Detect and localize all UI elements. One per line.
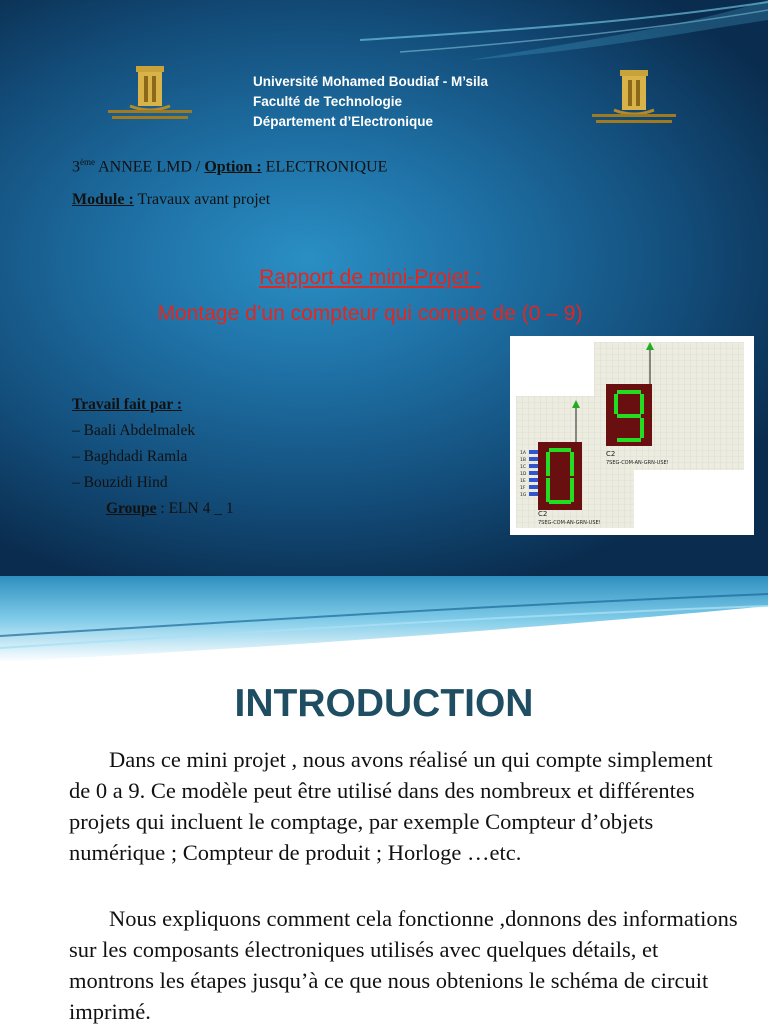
module-value: Travaux avant projet: [133, 191, 271, 208]
front-display-part: 7SEG-COM-AN-GRN-USE!: [538, 520, 601, 526]
option-value: ELECTRONIQUE: [261, 158, 388, 176]
report-title: Rapport de mini-Projet :: [259, 266, 481, 289]
wave-divider: [0, 576, 768, 668]
intro-paragraph: Dans ce mini projet , nous avons réalisé un qui compte simplement de 0 a 9. Ce modèle peut être utilisé dans des nombreux et différentes projets qui incluent le comptage, par exemple Compteur d’objets numérique ; Compteur de produit ; Horloge …etc.: [69, 747, 713, 865]
university-logo-left: [100, 66, 200, 126]
pin-label: 1E: [520, 479, 526, 484]
team-member: – Baali Abdelmalek: [72, 422, 196, 439]
pin-label: 1F: [520, 486, 526, 491]
university-logo-right: [584, 70, 684, 130]
pin-label: 1D: [520, 472, 527, 477]
back-display-part: 7SEG-COM-AN-GRN-USE!: [606, 460, 669, 466]
introduction-title: INTRODUCTION: [234, 682, 534, 725]
option-label: Option :: [204, 158, 262, 176]
module-line: [72, 191, 270, 209]
team-block: [72, 392, 234, 522]
university-name: Université Mohamed Boudiaf - M’sila: [253, 74, 489, 89]
faculty-name: Faculté de Technologie: [253, 94, 403, 109]
pin-label: 1C: [520, 465, 527, 470]
seven-segment-circuit-image: [510, 336, 754, 535]
team-member: – Baghdadi Ramla: [72, 448, 188, 465]
department-name: Département d’Electronique: [253, 114, 434, 129]
team-member: – Bouzidi Hind: [72, 474, 168, 491]
pin-label: 1G: [520, 493, 527, 498]
year-option-line: [72, 157, 387, 176]
module-label: Module :: [72, 191, 134, 208]
group-line: [72, 496, 234, 522]
university-header: [253, 72, 488, 132]
year-text: ANNEE LMD /: [95, 158, 205, 176]
pin-label: 1B: [520, 458, 526, 463]
back-display-label: C2: [606, 450, 616, 458]
report-subtitle: Montage d’un compteur qui compte de (0 – 9): [157, 302, 583, 325]
group-value: : ELN 4 _ 1: [156, 500, 234, 517]
year-suffix: ème: [80, 157, 95, 167]
year-number: 3: [72, 158, 80, 176]
pin-label: 1A: [520, 451, 526, 456]
front-display-label: C2: [538, 510, 548, 518]
group-label: Groupe: [106, 500, 157, 517]
intro-paragraph: Nous expliquons comment cela fonctionne ,donnons des informations sur les composants électroniques utilisés avec quelques détails, et montrons les étapes jusqu’à ce que nous obtenions le schéma de circuit imprimé.: [69, 906, 738, 1024]
team-title: Travail fait par :: [72, 396, 183, 413]
